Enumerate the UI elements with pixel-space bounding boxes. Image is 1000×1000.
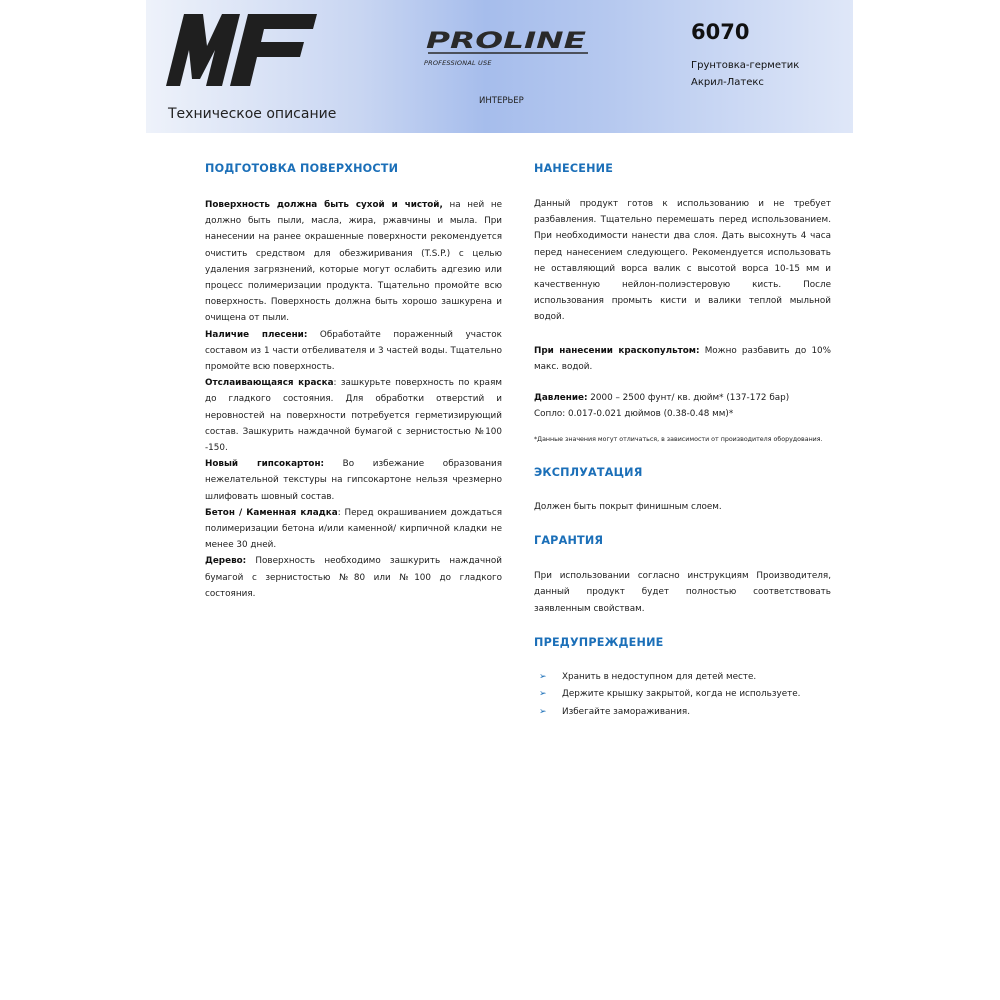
product-code: 6070 xyxy=(691,20,750,44)
paragraph-concrete xyxy=(205,505,502,554)
paragraph-peeling-paint-text: : зашкурьте поверхность по краям до гладкого состояния. Для обработки отверстий и неровностей на поверхности потребуется герметизирующий состав. Зашкурить наждачной бумагой с зернистостью №100 -150. xyxy=(205,378,502,454)
section-title-warranty: ГАРАНТИЯ xyxy=(534,534,604,548)
section-title-surface-preparation: ПОДГОТОВКА ПОВЕРХНОСТИ xyxy=(205,162,399,175)
paragraph-drywall-bold: Новый гипсокартон: xyxy=(205,459,325,470)
paragraph-nozzle: Сопло: 0.017-0.021 дюймов (0.38-0.48 мм)* xyxy=(534,409,734,420)
mf-logo xyxy=(166,14,318,88)
proline-logo xyxy=(424,26,590,58)
warning-list xyxy=(534,669,831,722)
scope-label: ИНТЕРЬЕР xyxy=(479,96,524,106)
header-banner xyxy=(146,0,853,133)
paragraph-concrete-text: : Перед окрашиванием дождаться полимеризации бетона и/или каменной/ кирпичной кладки не менее 30 дней. xyxy=(205,507,502,551)
surface-preparation-column xyxy=(205,161,502,602)
paragraph-peeling-paint xyxy=(205,375,502,456)
document-type: Техническое описание xyxy=(168,106,337,122)
list-item xyxy=(534,669,831,687)
warning-text: Хранить в недоступном для детей месте. xyxy=(562,671,757,682)
paragraph-mold xyxy=(205,327,502,376)
list-item xyxy=(534,704,831,722)
paragraph-wood-text: Поверхность необходимо зашкурить наждачной бумагой с зернистостью №80 или №100 до гладкого состояния. xyxy=(205,556,502,599)
warning-text: Держите крышку закрытой, когда не используете. xyxy=(562,689,801,700)
paragraph-pressure xyxy=(534,390,831,406)
list-item xyxy=(534,686,831,704)
section-title-application: НАНЕСЕНИЕ xyxy=(534,162,614,175)
paragraph-spray xyxy=(534,343,831,375)
paragraph-mold-bold: Наличие плесени: xyxy=(205,329,308,340)
paragraph-pressure-text: 2000 – 2500 фунт/ кв. дюйм* (137-172 бар) xyxy=(587,393,790,404)
brand-subtitle: PROFESSIONAL USE xyxy=(424,59,492,67)
section-title-operation: ЭКСПЛУАТАЦИЯ xyxy=(534,465,643,479)
paragraph-spray-bold: При нанесении краскопультом: xyxy=(534,345,700,356)
paragraph-surface-bold: Поверхность должна быть сухой и чистой, xyxy=(205,200,443,210)
product-name-line-2: Акрил-Латекс xyxy=(691,77,764,88)
paragraph-drywall-text: Во избежание образования нежелательной текстуры на гипсокартоне нельзя чрезмерно шлифовать шовный состав. xyxy=(205,459,502,502)
arrow-bullet-icon: ➢ xyxy=(539,671,547,682)
paragraph-surface-text: на ней не должно быть пыли, масла, жира, ржавчины и мыла. При нанесении на ранее окрашенные поверхности рекомендуется очистить средством для обезжиривания (T.S.P.) с целью удаления загрязнений, которые могут ослабить адгезию или процесс полимеризации продукта. Тщательно промойте всю поверхность. Поверхность должна быть хорошо зашкурена и очищена от пыли. xyxy=(205,200,503,324)
paragraph-surface xyxy=(205,197,502,327)
paragraph-peeling-paint-bold: Отслаивающаяся краска xyxy=(205,378,334,389)
arrow-bullet-icon: ➢ xyxy=(539,689,547,700)
warning-text: Избегайте замораживания. xyxy=(562,706,690,717)
section-title-warning: ПРЕДУПРЕЖДЕНИЕ xyxy=(534,635,664,649)
paragraph-drywall xyxy=(205,456,502,505)
footnote: *Данные значения могут отличаться, в зависимости от производителя оборудования. xyxy=(534,436,823,444)
paragraph-wood xyxy=(205,553,502,602)
paragraph-concrete-bold: Бетон / Каменная кладка xyxy=(205,507,338,518)
proline-logo-text: PROLINE xyxy=(426,29,586,54)
paragraph-mold-text: Обработайте пораженный участок составом из 1 части отбеливателя и 3 частей воды. Тщательно промойте всю поверхность. xyxy=(205,329,502,373)
paragraph-operation: Должен быть покрыт финишным слоем. xyxy=(534,501,722,512)
product-name xyxy=(691,57,799,91)
paragraph-application: Данный продукт готов к использованию и не требует разбавления. Тщательно перемешать перед использованием. При необходимости нанести два слоя. Дать высохнуть 4 часа перед нанесением следующего. Рекомендуется использовать не оставляющий ворса валик с высотой ворса 10-15 мм и качественную нейлон-полиэстеровую кисть. После использования промыть кисти и валики теплой мыльной водой. xyxy=(534,199,831,323)
paragraph-pressure-bold: Давление: xyxy=(534,393,588,404)
product-name-line-1: Грунтовка-герметик xyxy=(691,60,800,71)
paragraph-wood-bold: Дерево: xyxy=(205,556,247,567)
application-column xyxy=(534,161,831,721)
paragraph-warranty: При использовании согласно инструкциям Производителя, данный продукт будет полностью соответствовать заявленным свойствам. xyxy=(534,571,831,614)
paragraph-spray-text: Можно разбавить до 10% макс. водой. xyxy=(534,345,831,372)
arrow-bullet-icon: ➢ xyxy=(539,706,547,717)
